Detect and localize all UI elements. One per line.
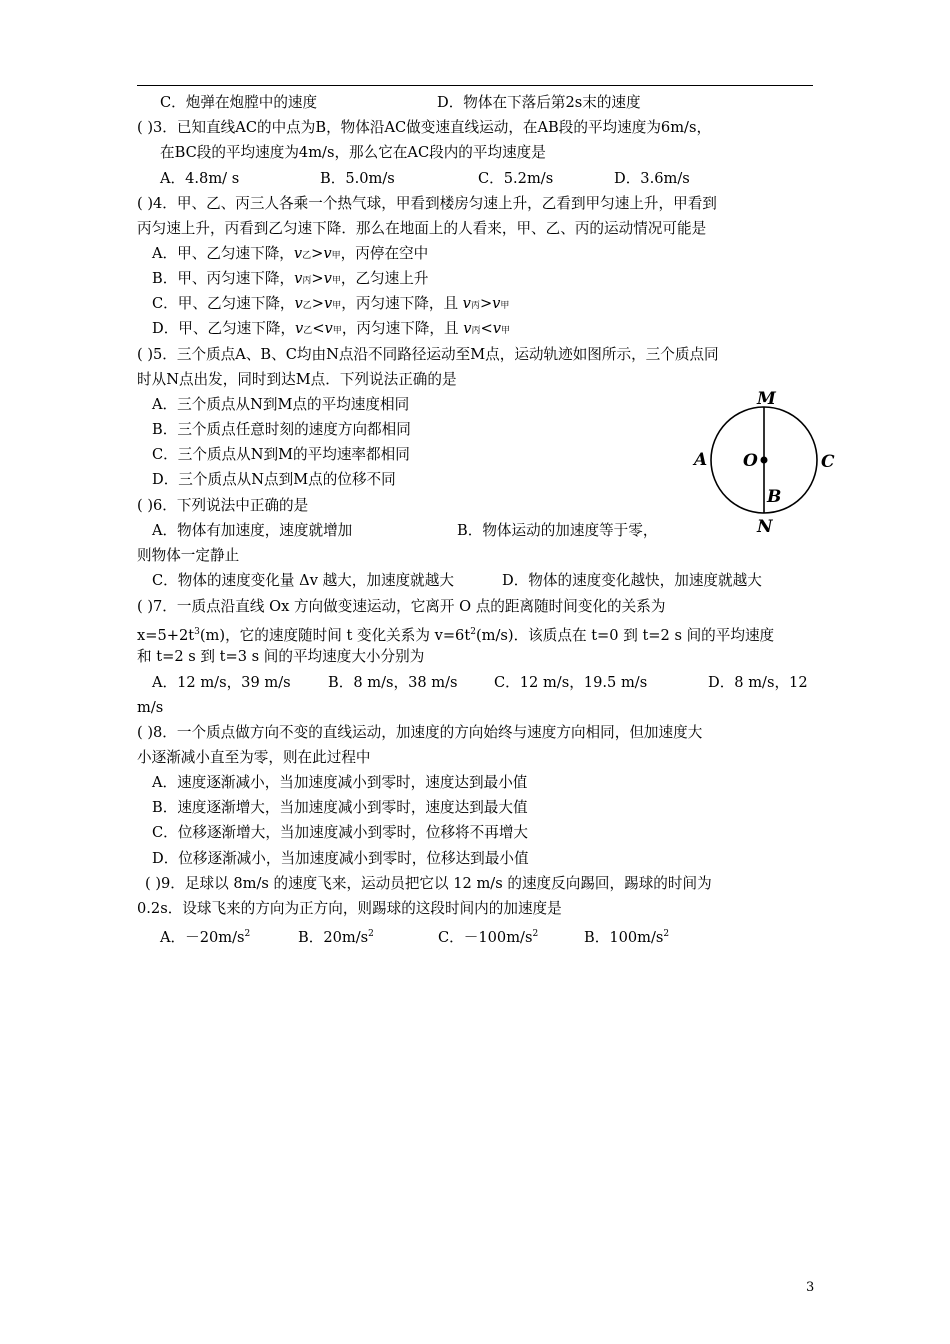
label-m: M	[757, 389, 776, 409]
header-rule	[137, 85, 813, 86]
q4-option-c: C．甲、乙匀速下降，v乙>v甲，丙匀速下降，且 v丙>v甲	[152, 295, 510, 312]
q8-option-b: B．速度逐渐增大，当加速度减小到零时，速度达到最大值	[152, 799, 528, 816]
q9-option-b: B．$20m/s^2$	[298, 928, 374, 946]
q3-stem-line2: 在BC段的平均速度为4m/s，那么它在AC段内的平均速度是	[160, 144, 546, 161]
q7-option-c: C．12 m/s，19.5 m/s	[494, 674, 648, 691]
q5-option-b: B．三个质点任意时刻的速度方向都相同	[152, 421, 411, 438]
center-point	[761, 457, 768, 464]
q6-option-a: A．物体有加速度，速度就增加	[152, 522, 353, 539]
q5-stem-line1: ( )5．三个质点A、B、C均由N点沿不同路径运动至M点，运动轨迹如图所示，三个质点同	[137, 346, 719, 363]
q3-option-c: C．5.2m/s	[478, 170, 554, 187]
q7-stem-line2: $x=5+2t^3(m)$，它的速度随时间 t 变化关系为 $v=6t^2(m/s)$．该质点在 t=0 到 t=2 s 间的平均速度	[137, 626, 775, 644]
q5-option-a: A．三个质点从N到M点的平均速度相同	[152, 396, 410, 413]
label-b: B	[767, 487, 782, 507]
q3-option-a: A．4.8m/ s	[160, 170, 240, 187]
q6-option-d: D．物体的速度变化越快，加速度就越大	[502, 572, 762, 589]
q9-option-a: A．$-20m/s^2$	[160, 928, 251, 946]
q6-option-c: C．物体的速度变化量 Δv 越大，加速度就越大	[152, 572, 454, 589]
label-a: A	[694, 450, 708, 470]
q9-option-c: C．$-100m/s^2$	[438, 928, 539, 946]
q5-option-c: C．三个质点从N到M的平均速率都相同	[152, 446, 410, 463]
q7-option-d: D．8 m/s，12	[708, 674, 808, 691]
q9-stem-line1: ( )9．足球以 8m/s 的速度飞来，运动员把它以 12 m/s 的速度反向踢回，踢球的时间为	[145, 875, 712, 892]
page-number: 3	[806, 1280, 815, 1295]
q3-option-b: B．5.0m/s	[320, 170, 395, 187]
q7-option-b: B．8 m/s，38 m/s	[328, 674, 458, 691]
label-c: C	[821, 452, 835, 472]
q7-stem-line1: ( )7．一质点沿直线 Ox 方向做变速运动，它离开 O 点的距离随时间变化的关系为	[137, 598, 666, 615]
q9-option-d: B．$100m/s^2$	[584, 928, 670, 946]
q7-option-a: A．12 m/s，39 m/s	[152, 674, 291, 691]
q3-stem-line1: ( )3．已知直线AC的中点为B，物体沿AC做变速直线运动，在AB段的平均速度为6m/s，	[137, 119, 712, 136]
q5-option-d: D．三个质点从N点到M点的位移不同	[152, 471, 396, 488]
q8-option-d: D．位移逐渐减小，当加速度减小到零时，位移达到最小值	[152, 850, 529, 867]
q4-stem-line2: 丙匀速上升，丙看到乙匀速下降．那么在地面上的人看来，甲、乙、丙的运动情况可能是	[137, 220, 707, 237]
q4-option-a: A．甲、乙匀速下降，v乙>v甲，丙停在空中	[152, 245, 429, 262]
q4-option-b: B．甲、丙匀速下降，v丙>v甲，乙匀速上升	[152, 270, 429, 287]
q9-stem-line2: 0.2s．设球飞来的方向为正方向，则踢球的这段时间内的加速度是	[137, 900, 562, 917]
q8-option-a: A．速度逐渐减小，当加速度减小到零时，速度达到最小值	[152, 774, 528, 791]
q5-stem-line2: 时从N点出发，同时到达M点．下列说法正确的是	[137, 371, 457, 388]
q8-stem-line2: 小逐渐减小直至为零，则在此过程中	[137, 749, 371, 766]
q2-option-c: C．炮弹在炮膛中的速度	[160, 94, 318, 111]
q6-option-b: B．物体运动的加速度等于零，	[457, 522, 658, 539]
q2-option-d: D．物体在下落后第2s末的速度	[437, 94, 641, 111]
q7-option-d-cont: m/s	[137, 699, 164, 716]
q4-option-d: D．甲、乙匀速下降，v乙<v甲，丙匀速下降，且 v丙<v甲	[152, 320, 510, 337]
q4-stem-line1: ( )4．甲、乙、丙三人各乘一个热气球，甲看到楼房匀速上升，乙看到甲匀速上升，甲看到	[137, 195, 717, 212]
label-o: O	[743, 451, 758, 471]
q7-stem-line3: 和 t=2 s 到 t=3 s 间的平均速度大小分别为	[137, 648, 425, 665]
q8-stem-line1: ( )8．一个质点做方向不变的直线运动，加速度的方向始终与速度方向相同，但加速度大	[137, 724, 703, 741]
label-n: N	[757, 517, 773, 537]
q3-option-d: D．3.6m/s	[614, 170, 690, 187]
q6-option-b-cont: 则物体一定静止	[137, 547, 240, 564]
q6-stem: ( )6．下列说法中正确的是	[137, 497, 309, 514]
circle-path-figure	[686, 385, 846, 537]
q8-option-c: C．位移逐渐增大，当加速度减小到零时，位移将不再增大	[152, 824, 529, 841]
